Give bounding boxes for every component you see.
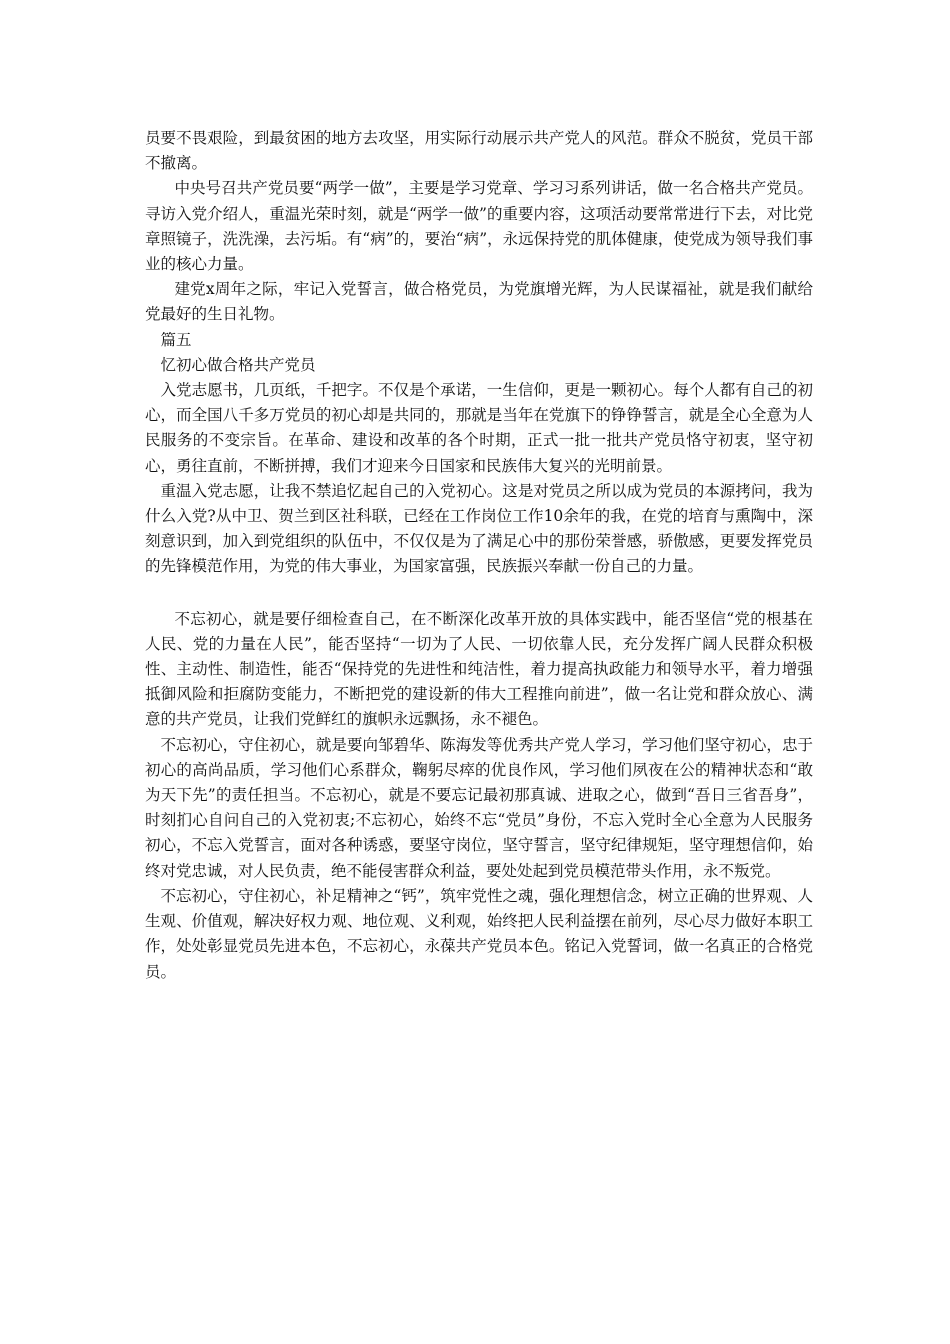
- paragraph-3: 建党x周年之际，牢记入党誓言，做合格党员，为党旗增光辉，为人民谋福祉，就是我们献给党最好的生日礼物。: [145, 280, 813, 324]
- section-label: 篇五: [160, 330, 192, 349]
- paragraph-7: 不忘初心，守住初心，就是要向邹碧华、陈海发等优秀共产党人学习，学习他们坚守初心，忠于初心的高尚品质，学习他们心系群众，鞠躬尽瘁的优良作风，学习他们夙夜在公的精神状态和“敢为天下先”的责任担当。不忘初心，就是不要忘记最初那真诚、进取之心，做到“吾日三省吾身”，时刻扪心自问自己的入党初衷;不忘初心，始终不忘“党员”身份，不忘入党时全心全意为人民服务初心，不忘入党誓言，面对各种诱惑，要坚守岗位，坚守誓言，坚守纪律规矩，坚守理想信仰，始终对党忠诚，对人民负责，绝不能侵害群众利益，要处处起到党员模范带头作用，永不叛党。: [145, 735, 813, 880]
- document-body: [145, 126, 813, 985]
- section-title: 忆初心做合格共产党员: [160, 355, 316, 374]
- paragraph-gap: [145, 580, 813, 607]
- paragraph-6: 不忘初心，就是要仔细检查自己，在不断深化改革开放的具体实践中，能否坚信“党的根基在人民、党的力量在人民”，能否坚持“一切为了人民、一切依靠人民，充分发挥广阔人民群众积极性、主动性、制造性，能否“保持党的先进性和纯洁性，着力提高执政能力和领导水平，着力增强抵御风险和拒腐防变能力，不断把党的建设新的伟大工程推向前进”，做一名让党和群众放心、满意的共产党员，让我们党鲜红的旗帜永远飘扬，永不褪色。: [145, 609, 813, 729]
- paragraph-8: 不忘初心，守住初心，补足精神之“钙”，筑牢党性之魂，强化理想信念，树立正确的世界观、人生观、价值观，解决好权力观、地位观、义利观，始终把人民利益摆在前列，尽心尽力做好本职工作，处处彰显党员先进本色，不忘初心，永葆共产党员本色。铭记入党誓词，做一名真正的合格党员。: [145, 886, 813, 981]
- paragraph-5: 重温入党志愿，让我不禁追忆起自己的入党初心。这是对党员之所以成为党员的本源拷问，我为什么入党?从中卫、贺兰到区社科联，已经在工作岗位工作10余年的我，在党的培育与熏陶中，深刻意识到，加入到党组织的队伍中，不仅仅是为了满足心中的那份荣誉感，骄傲感，更要发挥党员的先锋模范作用，为党的伟大事业，为国家富强，民族振兴奉献一份自己的力量。: [145, 481, 813, 576]
- paragraph-4: 入党志愿书，几页纸，千把字。不仅是个承诺，一生信仰，更是一颗初心。每个人都有自己的初心，而全国八千多万党员的初心却是共同的，那就是当年在党旗下的铮铮誓言，就是全心全意为人民服务的不变宗旨。在革命、建设和改革的各个时期，正式一批一批共产党员恪守初衷，坚守初心，勇往直前，不断拼搏，我们才迎来今日国家和民族伟大复兴的光明前景。: [145, 381, 813, 475]
- paragraph-1: 员要不畏艰险，到最贫困的地方去攻坚，用实际行动展示共产党人的风范。群众不脱贫，党员干部不撤离。: [145, 129, 813, 173]
- paragraph-2: 中央号召共产党员要“两学一做”，主要是学习党章、学习习系列讲话，做一名合格共产党员。寻访入党介绍人，重温光荣时刻，就是“两学一做”的重要内容，这项活动要常常进行下去，对比党章照镜子，洗洗澡，去污垢。有“病”的，要治“病”，永远保持党的肌体健康，使党成为领导我们事业的核心力量。: [145, 179, 813, 274]
